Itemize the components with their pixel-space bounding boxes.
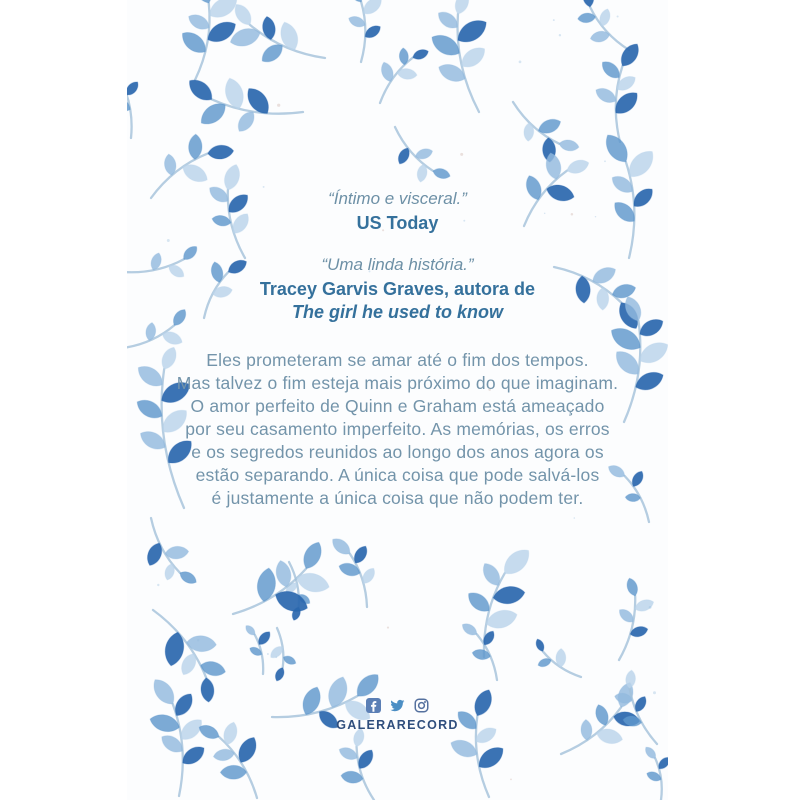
synopsis-line: O amor perfeito de Quinn e Graham está ameaçado [190, 396, 605, 416]
facebook-icon [366, 698, 381, 713]
review-quote-1 [127, 187, 668, 235]
publisher-logo-text: GALERARECORD [336, 718, 459, 732]
synopsis-line: Eles prometeram se amar até o fim dos tempos. [206, 350, 589, 370]
instagram-icon [414, 698, 429, 713]
synopsis-line: é justamente a única coisa que não podem ter. [211, 488, 584, 508]
social-icons-row [127, 697, 668, 714]
twitter-icon [389, 698, 406, 713]
synopsis-line: estão separando. A única coisa que pode salvá-los [195, 465, 600, 485]
quote-2-source: Tracey Garvis Graves, autora de [259, 279, 536, 299]
review-quote-2 [127, 253, 668, 323]
book-back-cover [127, 0, 668, 800]
synopsis-line: Mas talvez o fim esteja mais próximo do que imaginam. [176, 373, 619, 393]
cover-content [127, 0, 668, 800]
publisher-block [127, 697, 668, 732]
synopsis-line: e os segredos reunidos ao longo dos anos agora os [191, 442, 604, 462]
quote-1-source: US Today [356, 213, 439, 233]
quote-1-text: “Íntimo e visceral.” [328, 189, 467, 208]
synopsis-line: por seu casamento imperfeito. As memórias, os erros [185, 419, 610, 439]
quote-2-source-work: The girl he used to know [291, 302, 504, 322]
synopsis [127, 349, 668, 510]
quote-2-text: “Uma linda história.” [321, 255, 474, 274]
